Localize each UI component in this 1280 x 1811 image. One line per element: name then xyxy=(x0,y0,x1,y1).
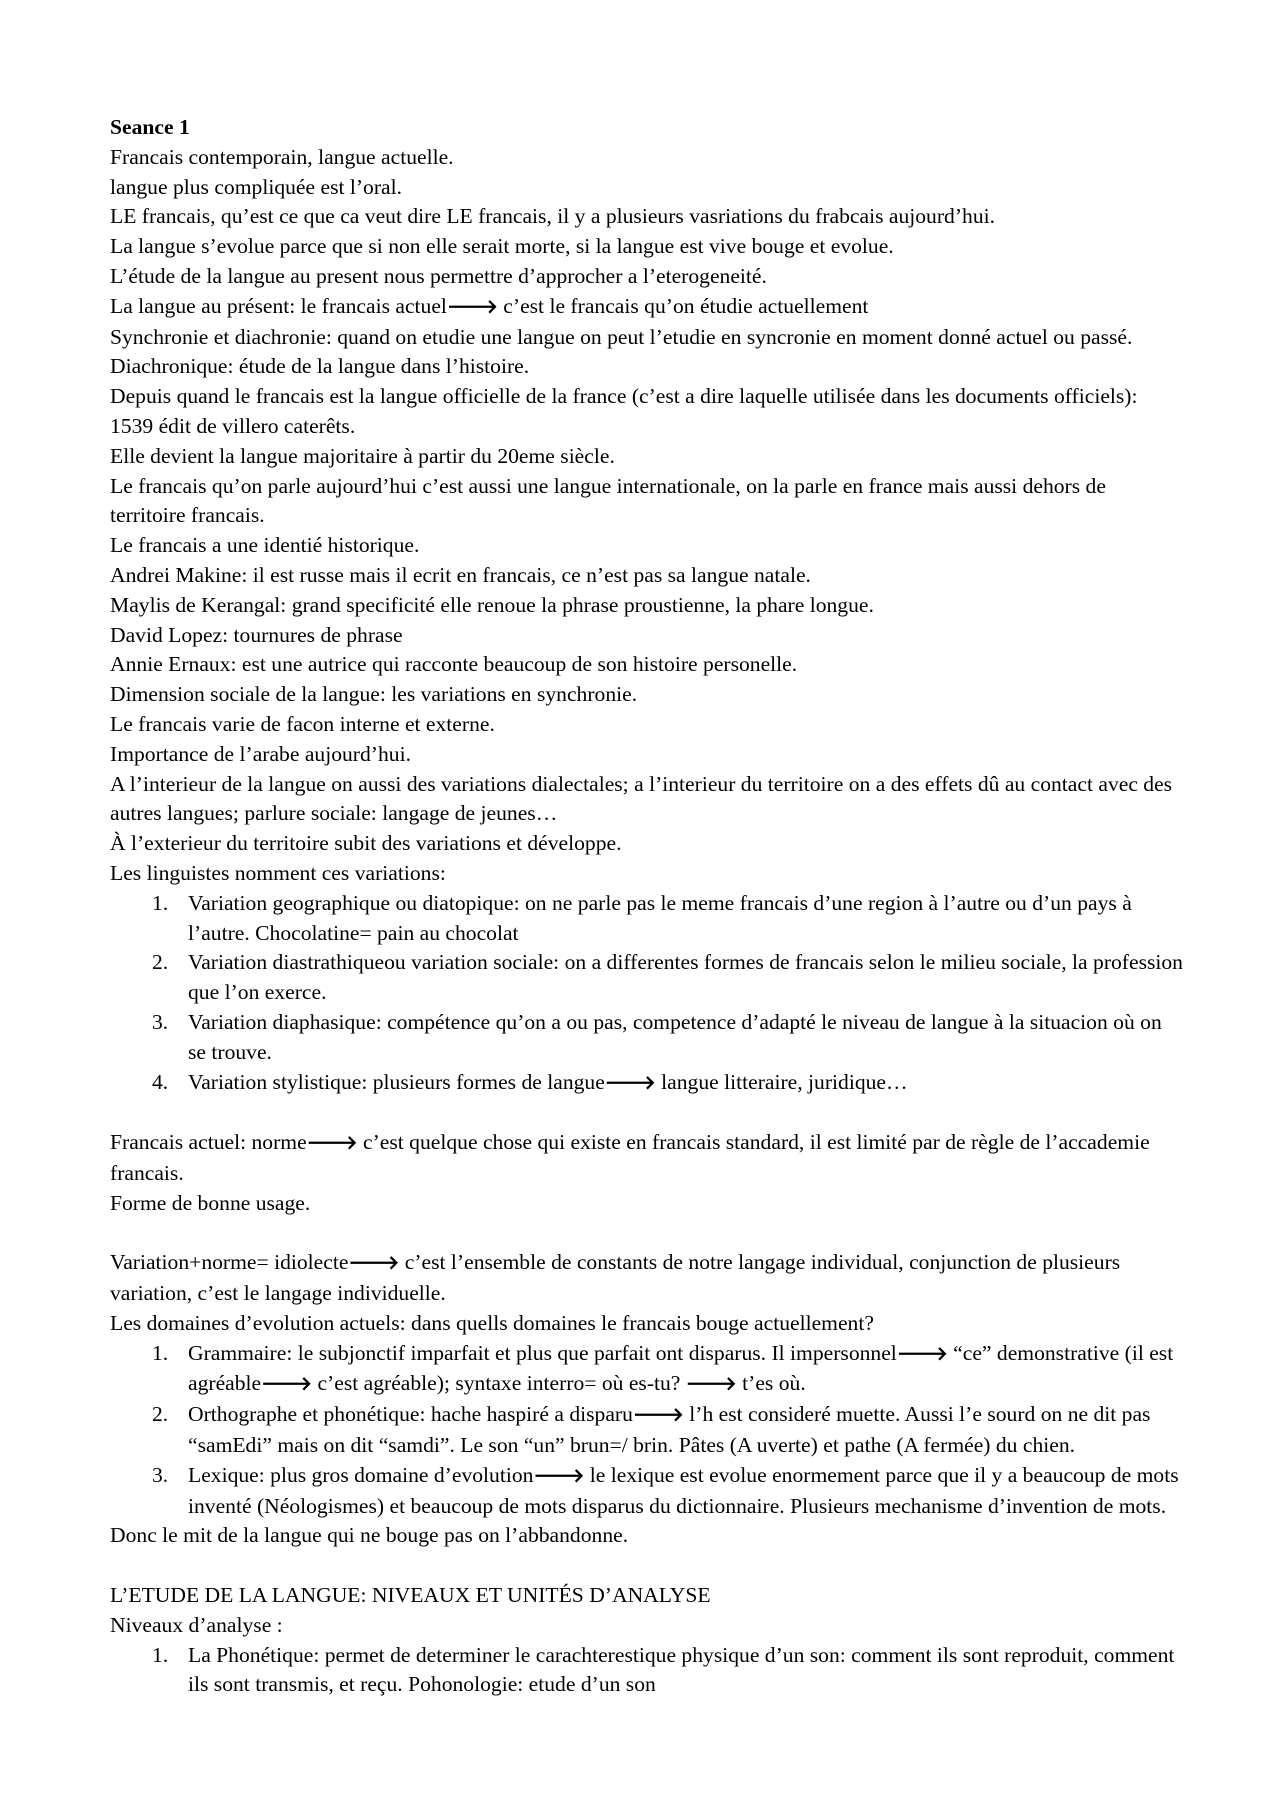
paragraph: Annie Ernaux: est une autrice qui racconte beaucoup de son histoire personelle. xyxy=(110,652,798,677)
paragraph: Dimension sociale de la langue: les variations en synchronie. xyxy=(110,682,638,707)
paragraph: Elle devient la langue majoritaire à partir du 20eme siècle. xyxy=(110,443,615,468)
paragraph: Francais contemporain, langue actuelle. xyxy=(110,144,454,169)
paragraph: Le francais varie de facon interne et externe. xyxy=(110,711,495,736)
paragraph: Niveaux d’analyse : xyxy=(110,1612,283,1637)
right-arrow-icon: 🡒 xyxy=(261,1373,313,1396)
paragraph: La langue s’evolue parce que si non elle serait morte, si la langue est vive bouge et evolue. xyxy=(110,234,894,259)
variations-list xyxy=(110,889,1185,1099)
paragraph: À l’exterieur du territoire subit des variations et développe. xyxy=(110,831,622,856)
list-item: 1. Grammaire: le subjonctif imparfait et plus que parfait ont disparus. Il impersonnel🡒 “ce” demonstrative (il est agréable🡒 c’est agréable); syntaxe interro= où es-tu? 🡒 t’es où. xyxy=(152,1340,1174,1396)
right-arrow-icon: 🡒 xyxy=(685,1373,737,1396)
list-item: 2. Variation diastrathiqueou variation sociale: on a differentes formes de francais selon le milieu sociale, la profession que l’on exerce. xyxy=(152,950,1183,1005)
paragraph: LE francais, qu’est ce que ca veut dire LE francais, il y a plusieurs vasriations du frabcais aujourd’hui. xyxy=(110,204,996,229)
blank-line xyxy=(110,1218,1185,1248)
document-title: Seance 1 xyxy=(110,115,190,139)
paragraph: langue plus compliquée est l’oral. xyxy=(110,174,403,199)
domains-list xyxy=(110,1339,1185,1522)
list-number: 3. xyxy=(152,1462,169,1487)
paragraph: Andrei Makine: il est russe mais il ecrit en francais, ce n’est pas sa langue natale. xyxy=(110,562,811,587)
right-arrow-icon: 🡒 xyxy=(348,1252,400,1275)
list-number: 3. xyxy=(152,1009,169,1034)
blank-line xyxy=(110,1098,1185,1128)
analysis-list xyxy=(110,1641,1185,1701)
paragraph: Importance de l’arabe aujourd’hui. xyxy=(110,741,411,766)
right-arrow-icon: 🡒 xyxy=(306,1132,358,1155)
list-number: 2. xyxy=(152,1402,169,1427)
list-item: 4. Variation stylistique: plusieurs formes de langue🡒 langue litteraire, juridique… xyxy=(110,1068,1185,1099)
section-heading: L’ETUDE DE LA LANGUE: NIVEAUX ET UNITÉS D’ANALYSE xyxy=(110,1583,711,1608)
paragraph: A l’interieur de la langue on aussi des variations dialectales; a l’interieur du territoire on a des effets dû au contact avec des autres langues; parlure sociale: langage de jeunes… xyxy=(110,771,1173,826)
paragraph: Synchronie et diachronie: quand on etudie une langue on peut l’etudie en syncronie en moment donné actuel ou passé. xyxy=(110,324,1133,349)
right-arrow-icon: 🡒 xyxy=(896,1342,948,1365)
paragraph: Les domaines d’evolution actuels: dans quells domaines le francais bouge actuellement? xyxy=(110,1310,874,1335)
paragraph: Les linguistes nomment ces variations: xyxy=(110,860,446,885)
right-arrow-icon: 🡒 xyxy=(533,1464,585,1487)
list-number: 1. xyxy=(152,1642,169,1667)
paragraph: Depuis quand le francais est la langue officielle de la france (c’est a dire laquelle utilisée dans les documents officiels): 1539 édit de villero caterêts. xyxy=(110,384,1138,438)
paragraph: Forme de bonne usage. xyxy=(110,1190,311,1215)
list-item: 3. Variation diaphasique: compétence qu’on a ou pas, competence d’adapté le niveau de langue à la situacion où on se trouve. xyxy=(152,1009,1162,1064)
list-number: 1. xyxy=(152,890,169,915)
paragraph: La langue au présent: le francais actuel🡒 c’est le francais qu’on étudie actuellement xyxy=(110,293,869,318)
list-number: 1. xyxy=(152,1340,169,1365)
document-body xyxy=(110,113,1185,1700)
list-item: 2. Orthographe et phonétique: hache haspiré a disparu🡒 l’h est consideré muette. Aussi l’e sourd on ne dit pas “samEdi” mais on dit “samdi”. Le son “un” brun=/ brin. Pâtes (A uverte) et pathe (A fermée) du chien. xyxy=(152,1402,1151,1458)
paragraph: Donc le mit de la langue qui ne bouge pas on l’abbandonne. xyxy=(110,1523,629,1548)
right-arrow-icon: 🡒 xyxy=(632,1404,684,1427)
list-item: 1. La Phonétique: permet de determiner le carachterestique physique d’un son: comment ils sont reproduit, comment ils sont transmis, et reçu. Pohonologie: etude d’un son xyxy=(152,1642,1175,1697)
right-arrow-icon: 🡒 xyxy=(604,1071,656,1094)
paragraph: Maylis de Kerangal: grand specificité elle renoue la phrase proustienne, la phare longue. xyxy=(110,592,874,617)
list-item: 1. Variation geographique ou diatopique: on ne parle pas le meme francais d’une region à l’autre ou d’un pays à l’autre. Chocolatine= pain au chocolat xyxy=(152,890,1132,945)
paragraph: L’étude de la langue au present nous permettre d’approcher a l’eterogeneité. xyxy=(110,263,767,288)
paragraph: Diachronique: étude de la langue dans l’histoire. xyxy=(110,354,530,379)
list-number: 4. xyxy=(152,1069,169,1094)
paragraph: Francais actuel: norme🡒 c’est quelque chose qui existe en francais standard, il est limité par de règle de l’accademie francais. xyxy=(110,1130,1150,1185)
paragraph: Variation+norme= idiolecte🡒 c’est l’ensemble de constants de notre langage individual, conjunction de plusieurs variation, c’est le langage individuelle. xyxy=(110,1250,1121,1306)
paragraph: Le francais qu’on parle aujourd’hui c’est aussi une langue internationale, on la parle en france mais aussi dehors de territoire francais. xyxy=(110,473,1106,528)
paragraph: Le francais a une identié historique. xyxy=(110,533,420,558)
blank-line xyxy=(110,1551,1185,1581)
list-number: 2. xyxy=(152,950,169,975)
list-item: 3. Lexique: plus gros domaine d’evolution🡒 le lexique est evolue enormement parce que il y a beaucoup de mots inventé (Néologismes) et beaucoup de mots disparus du dictionnaire. Plusieurs mechanisme d’invention de mots. xyxy=(152,1462,1179,1518)
right-arrow-icon: 🡒 xyxy=(446,295,498,318)
paragraph: David Lopez: tournures de phrase xyxy=(110,622,403,647)
